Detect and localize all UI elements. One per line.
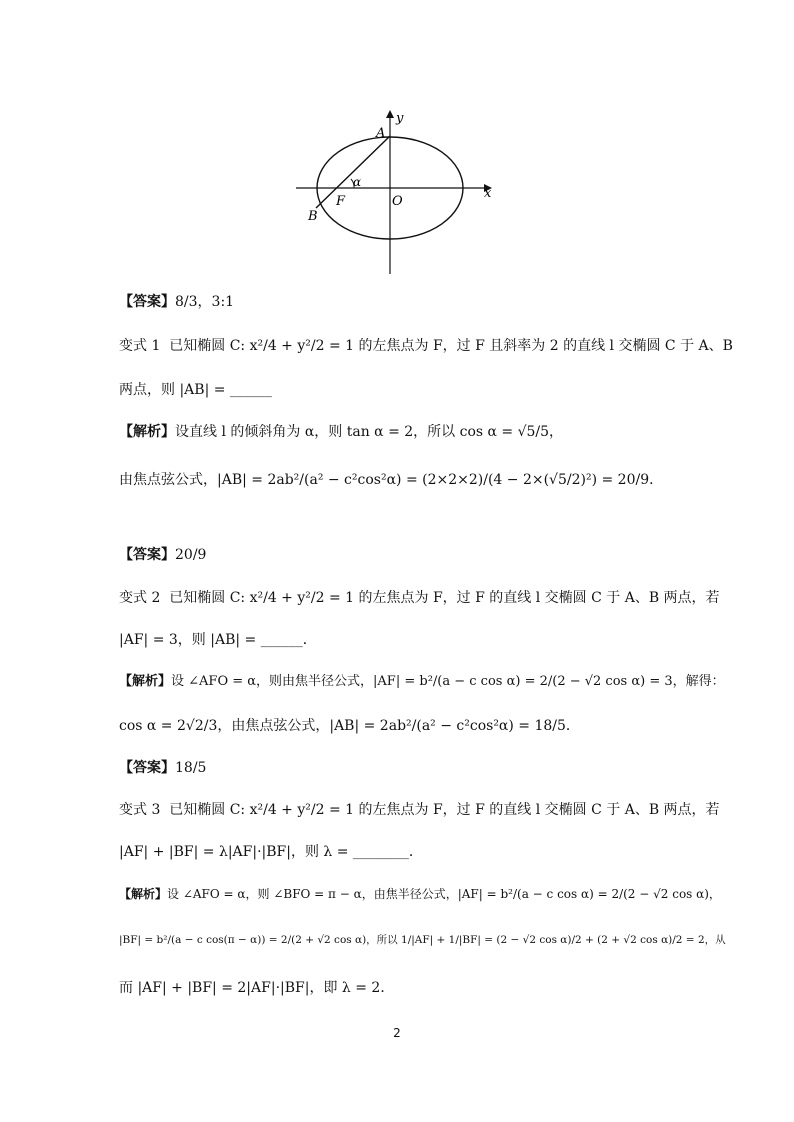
variant1-answer-value: 20/9 xyxy=(175,547,207,563)
variant3-solution-1 xyxy=(119,884,721,904)
variant2-question xyxy=(119,588,720,608)
variant3-solve2: |BF| = b²/(a − c cos(π − α)) = 2/(2 + √2 cos α)，所以 1/|AF| + 1/|BF| = (2 − √2 cos α)/2 + (2 + √2 cos α)/2 = 2，从 xyxy=(119,934,726,946)
ellipse-figure xyxy=(296,106,496,276)
label-x: x xyxy=(484,186,492,201)
variant1-solve2: 由焦点弦公式，|AB| = 2ab²/(a² − c²cos²α) = (2×2×2)/(4 − 2×(√5/2)²) = 20/9． xyxy=(119,472,664,488)
answer-tag: 【答案】 xyxy=(119,294,175,310)
variant3-question-cont xyxy=(119,842,423,862)
variant3-question xyxy=(119,800,720,820)
variant1-question xyxy=(119,336,733,356)
variant3-solution-2 xyxy=(119,930,726,950)
variant2-text: 已知椭圆 C: x²/4 + y²/2 = 1 的左焦点为 F，过 F 的直线 l 交椭圆 C 于 A、B 两点，若 xyxy=(169,590,720,606)
variant1-solution-2 xyxy=(119,470,663,490)
variant1-question-cont xyxy=(119,380,272,400)
variant2-solve1: 设 ∠AFO = α，则由焦半径公式，|AF| = b²/(a − c cos α) = 2/(2 − √2 cos α) = 3，解得： xyxy=(171,674,725,689)
variant2-answer-tag: 【答案】 xyxy=(119,760,175,776)
variant1-answer xyxy=(119,545,206,565)
variant3-solve3: 而 |AF| + |BF| = 2|AF|·|BF|，即 λ = 2． xyxy=(119,980,395,996)
variant2-solution-1 xyxy=(119,672,725,692)
label-F: F xyxy=(336,194,346,209)
variant2-solve-tag: 【解析】 xyxy=(119,674,172,689)
variant1-solve-tag: 【解析】 xyxy=(119,424,175,440)
variant1-text2: 两点，则 |AB| = ______ xyxy=(119,382,272,398)
label-O: O xyxy=(392,194,403,209)
variant2-question-cont xyxy=(119,630,317,650)
variant2-solution-2 xyxy=(119,716,580,736)
label-A: A xyxy=(376,126,386,141)
variant1-solve1: 设直线 l 的倾斜角为 α，则 tan α = 2，所以 cos α = √5/5， xyxy=(175,424,564,440)
variant3-solve1: 设 ∠AFO = α，则 ∠BFO = π − α，由焦半径公式，|AF| = b²/(a − c cos α) = 2/(2 − √2 cos α)， xyxy=(167,887,721,901)
y-axis-arrow xyxy=(386,110,394,118)
page-number: 2 xyxy=(393,1026,401,1040)
answer-value: 8/3，3:1 xyxy=(175,294,235,310)
variant2-solve2: cos α = 2√2/3，由焦点弦公式，|AB| = 2ab²/(a² − c²cos²α) = 18/5． xyxy=(119,718,580,734)
label-B: B xyxy=(308,209,318,224)
label-y: y xyxy=(396,111,404,126)
variant3-title: 变式 3 xyxy=(119,802,161,818)
variant1-text: 已知椭圆 C: x²/4 + y²/2 = 1 的左焦点为 F，过 F 且斜率为 2 的直线 l 交椭圆 C 于 A、B xyxy=(169,338,733,354)
variant3-text2: |AF| + |BF| = λ|AF|·|BF|，则 λ = ________． xyxy=(119,844,423,860)
variant3-solution-3 xyxy=(119,978,394,998)
variant3-solve-tag: 【解析】 xyxy=(119,887,168,901)
variant2-title: 变式 2 xyxy=(119,590,161,606)
variant1-answer-tag: 【答案】 xyxy=(119,547,175,563)
chord-AB xyxy=(316,136,390,208)
variant1-title: 变式 1 xyxy=(119,338,161,354)
variant2-text2: |AF| = 3，则 |AB| = ______． xyxy=(119,632,317,648)
answer-line-1 xyxy=(119,292,234,312)
label-alpha: α xyxy=(353,175,362,189)
variant2-answer xyxy=(119,758,206,778)
variant2-answer-value: 18/5 xyxy=(175,760,207,776)
variant3-text: 已知椭圆 C: x²/4 + y²/2 = 1 的左焦点为 F，过 F 的直线 l 交椭圆 C 于 A、B 两点，若 xyxy=(169,802,720,818)
variant1-solution-1 xyxy=(119,422,563,442)
